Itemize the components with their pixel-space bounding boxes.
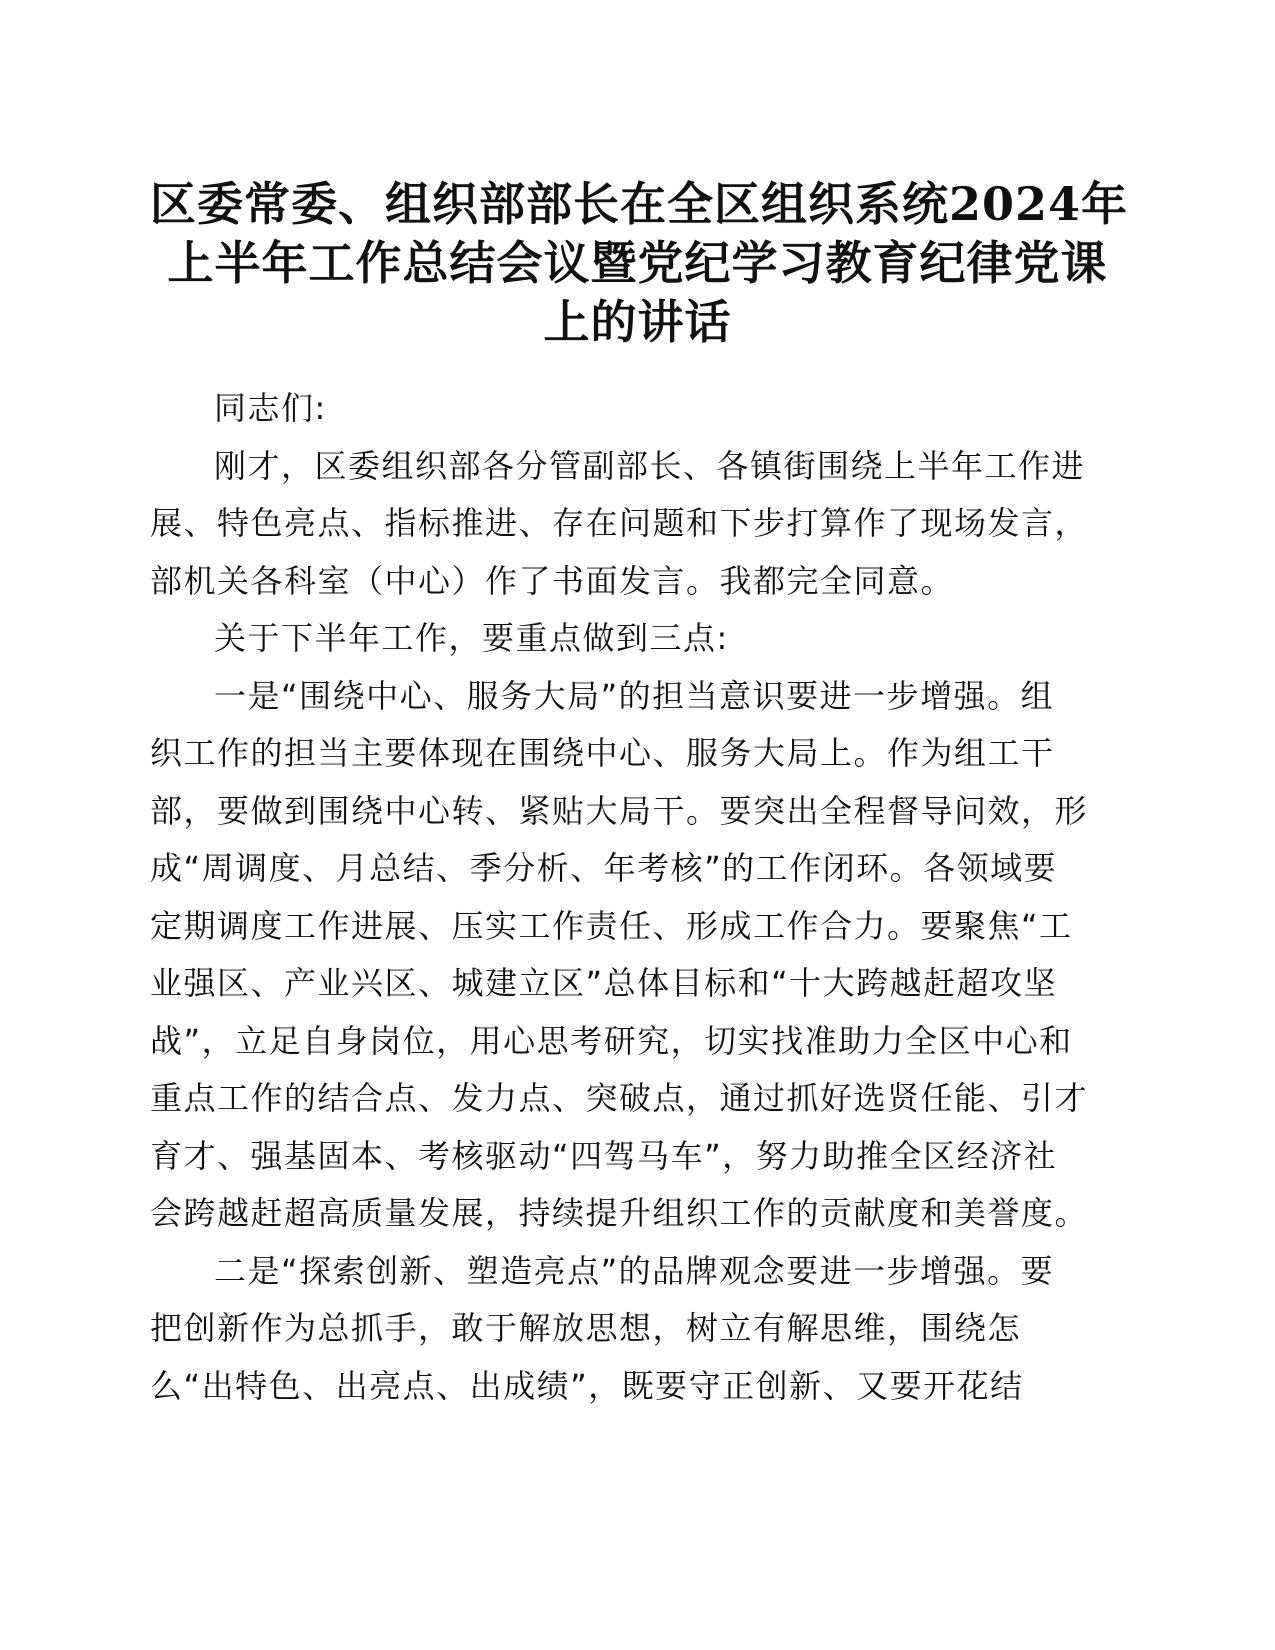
paragraph-line: 战”，立足自身岗位，用心思考研究，切实找准助力全区中心和 <box>150 1021 1073 1060</box>
document-title <box>150 175 1129 352</box>
title-line-3: 上的讲话 <box>543 295 732 349</box>
paragraph-line: 关于下半年工作，要重点做到三点: <box>214 619 729 657</box>
paragraph-line: 么“出特色、出亮点、出成绩”，既要守正创新、又要开花结 <box>150 1366 1024 1405</box>
paragraph-salutation <box>150 380 1125 438</box>
paragraph-line: 同志们: <box>214 389 327 427</box>
paragraph-line: 育才、强基固本、考核驱动“四驾马车”，努力助推全区经济社 <box>150 1136 1058 1175</box>
paragraph-intro <box>150 438 1125 611</box>
paragraph-transition <box>150 610 1125 668</box>
paragraph-line: 成“周调度、月总结、季分析、年考核”的工作闭环。各领域要 <box>150 849 1058 887</box>
paragraph-line: 刚才，区委组织部各分管副部长、各镇街围绕上半年工作进 <box>214 446 1086 485</box>
paragraph-line: 一是“围绕中心、服务大局”的担当意识要进一步增强。组 <box>214 676 1055 715</box>
paragraph-line: 部机关各科室（中心）作了书面发言。我都完全同意。 <box>150 561 955 600</box>
paragraph-line: 二是“探索创新、塑造亮点”的品牌观念要进一步增强。要 <box>214 1251 1055 1290</box>
title-line-1: 区委常委、组织部部长在全区组织系统2024年 <box>150 177 1129 231</box>
paragraph-line: 重点工作的结合点、发力点、突破点，通过抓好选贤任能、引才 <box>150 1079 1089 1117</box>
document-body <box>150 380 1125 1415</box>
title-line-2: 上半年工作总结会议暨党纪学习教育纪律党课 <box>167 236 1108 290</box>
paragraph-line: 定期调度工作进展、压实工作责任、形成工作合力。要聚焦“工 <box>150 906 1073 945</box>
paragraph-line: 会跨越赶超高质量发展，持续提升组织工作的贡献度和美誉度。 <box>150 1194 1089 1232</box>
paragraph-line: 展、特色亮点、指标推进、存在问题和下步打算作了现场发言， <box>150 504 1089 542</box>
paragraph-line: 织工作的担当主要体现在围绕中心、服务大局上。作为组工干 <box>150 734 1055 772</box>
paragraph-point-one <box>150 668 1125 1243</box>
paragraph-point-two <box>150 1243 1125 1416</box>
paragraph-line: 部，要做到围绕中心转、紧贴大局干。要突出全程督导问效，形 <box>150 791 1089 830</box>
paragraph-line: 把创新作为总抓手，敢于解放思想，树立有解思维，围绕怎 <box>150 1309 1022 1347</box>
paragraph-line: 业强区、产业兴区、城建立区”总体目标和“十大跨越赶超攻坚 <box>150 964 1058 1002</box>
